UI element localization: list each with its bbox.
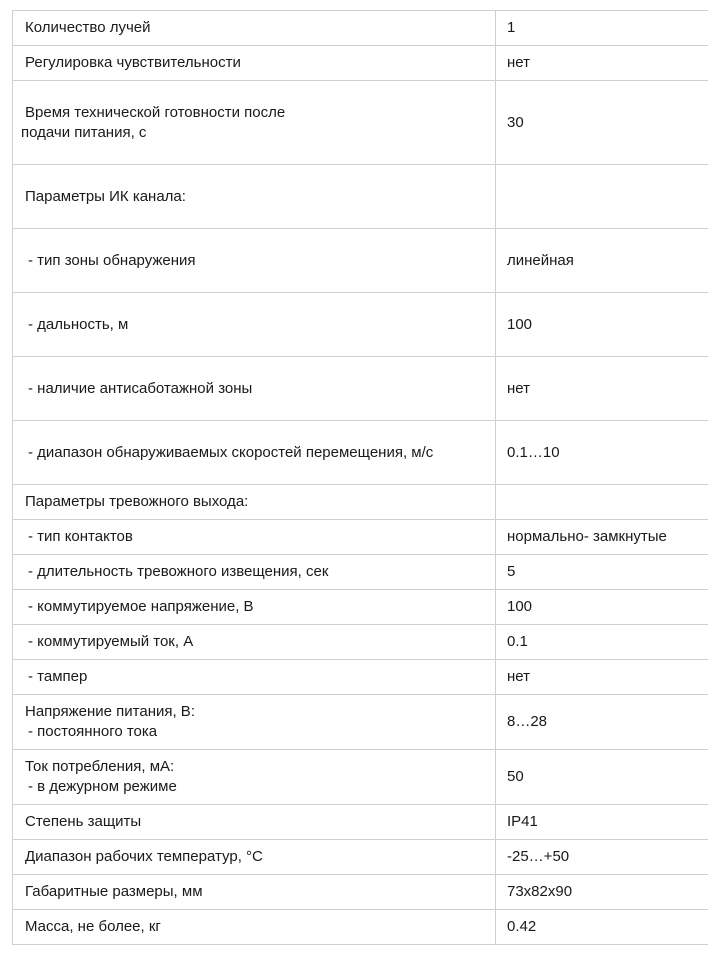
spec-label (13, 485, 496, 520)
spec-value: 50 (496, 750, 708, 805)
table-row (13, 590, 708, 625)
table-row (13, 750, 708, 805)
spec-value: -25…+50 (496, 840, 708, 875)
spec-label-line: Габаритные размеры, мм (25, 883, 203, 900)
spec-value: линейная (496, 229, 708, 293)
table-row (13, 11, 708, 46)
spec-value: нет (496, 357, 708, 421)
spec-label-line: Ток потребления, мА: (25, 758, 175, 775)
spec-label-line: Степень защиты (25, 813, 142, 830)
spec-label-line: подачи питания, с (21, 123, 147, 141)
spec-label-line: - дальность, м (28, 315, 129, 333)
table-row (13, 625, 708, 660)
table-row (13, 421, 708, 485)
spec-label (13, 910, 496, 945)
spec-label-line: - диапазон обнаруживаемых скоростей перемещения, м/с (28, 443, 434, 461)
spec-value: нет (496, 660, 708, 695)
table-row (13, 81, 708, 165)
spec-value: 100 (496, 590, 708, 625)
spec-value: 73х82х90 (496, 875, 708, 910)
spec-label-line: - в дежурном режиме (28, 778, 177, 795)
table-row (13, 840, 708, 875)
spec-label (13, 293, 496, 357)
spec-label-line: - тампер (28, 668, 88, 685)
spec-label (13, 750, 496, 805)
table-row (13, 695, 708, 750)
spec-value: 0.1 (496, 625, 708, 660)
spec-value: 0.1…10 (496, 421, 708, 485)
spec-label-line: - длительность тревожного извещения, сек (28, 563, 329, 580)
spec-value (496, 485, 708, 520)
spec-label (13, 805, 496, 840)
spec-label (13, 357, 496, 421)
spec-label (13, 555, 496, 590)
spec-label (13, 520, 496, 555)
table-row (13, 805, 708, 840)
spec-value: IP41 (496, 805, 708, 840)
table-row (13, 293, 708, 357)
spec-label-line: Регулировка чувствительности (25, 54, 241, 71)
spec-label-line: - тип зоны обнаружения (28, 251, 196, 269)
table-row (13, 229, 708, 293)
spec-label-line: Параметры тревожного выхода: (25, 493, 249, 510)
table-row (13, 520, 708, 555)
spec-label-line: Время технической готовности после (25, 103, 286, 121)
spec-label (13, 695, 496, 750)
table-row (13, 910, 708, 945)
spec-value: 0.42 (496, 910, 708, 945)
spec-value: 100 (496, 293, 708, 357)
spec-label-line: Масса, не более, кг (25, 918, 161, 935)
table-row (13, 485, 708, 520)
spec-label (13, 660, 496, 695)
spec-label-line: - коммутируемое напряжение, В (28, 598, 254, 615)
spec-label (13, 875, 496, 910)
spec-label-line: Параметры ИК канала: (25, 187, 186, 205)
spec-label-line: - постоянного тока (28, 723, 158, 740)
table-row (13, 357, 708, 421)
spec-label (13, 11, 496, 46)
specifications-table (12, 10, 708, 945)
table-row (13, 46, 708, 81)
table-row (13, 165, 708, 229)
spec-label (13, 421, 496, 485)
spec-label (13, 840, 496, 875)
spec-label (13, 625, 496, 660)
spec-value: 5 (496, 555, 708, 590)
spec-label-line: Диапазон рабочих температур, °С (25, 848, 263, 865)
spec-label-line: Количество лучей (25, 19, 151, 36)
spec-label (13, 165, 496, 229)
spec-label-line: - наличие антисаботажной зоны (28, 379, 253, 397)
spec-label-line: - тип контактов (28, 528, 133, 545)
spec-label-line: - коммутируемый ток, А (28, 633, 194, 650)
spec-label-line: Напряжение питания, В: (25, 703, 195, 720)
table-row (13, 875, 708, 910)
spec-label (13, 81, 496, 165)
spec-label (13, 229, 496, 293)
spec-value: 8…28 (496, 695, 708, 750)
spec-label (13, 46, 496, 81)
table-row (13, 555, 708, 590)
table-row (13, 660, 708, 695)
spec-value: 1 (496, 11, 708, 46)
spec-value: нет (496, 46, 708, 81)
spec-value (496, 165, 708, 229)
spec-label (13, 590, 496, 625)
spec-value: 30 (496, 81, 708, 165)
spec-value: нормально- замкнутые (496, 520, 708, 555)
